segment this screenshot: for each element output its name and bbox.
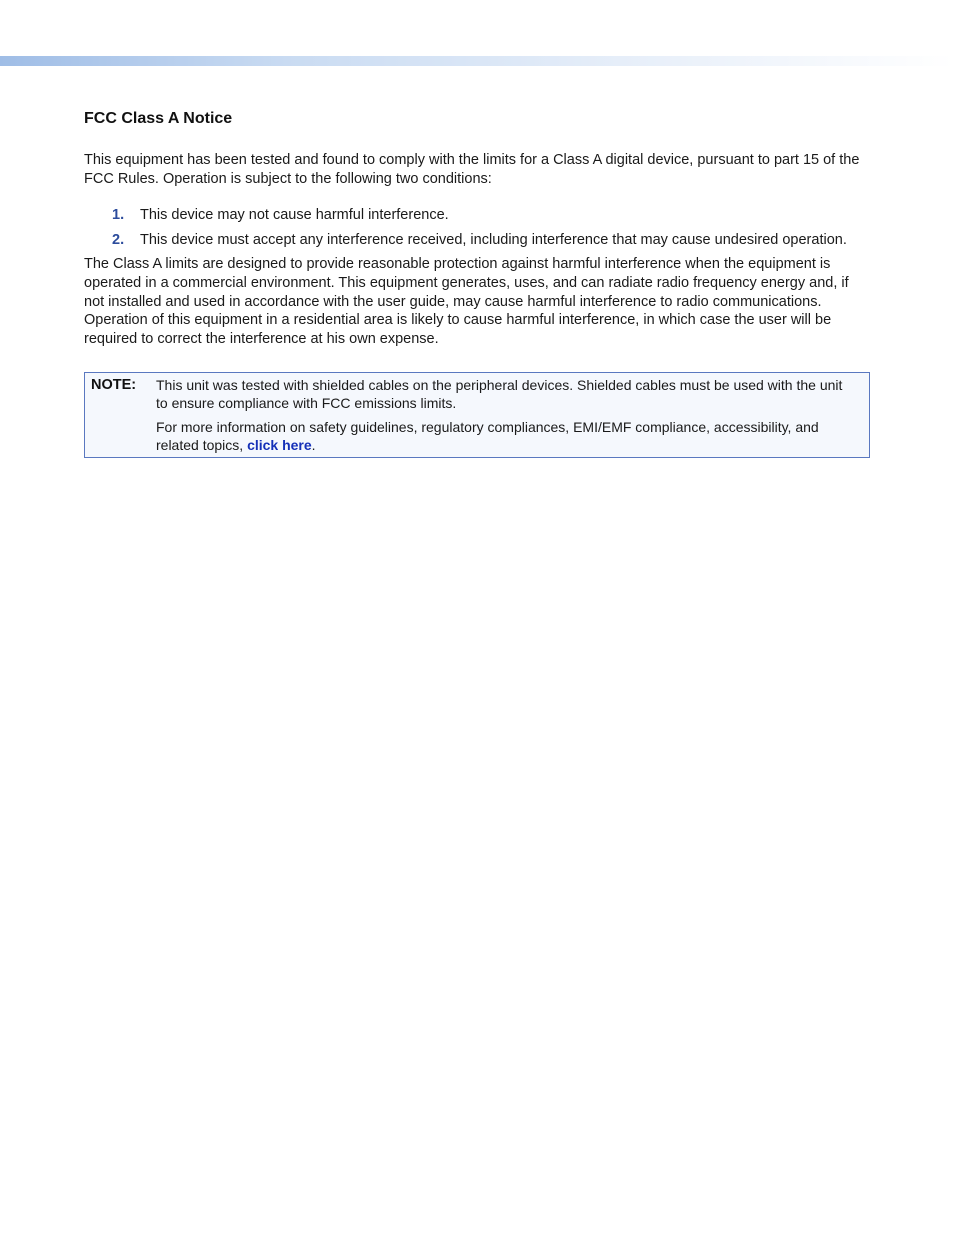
note-box (84, 372, 870, 458)
list-item-text: This device may not cause harmful interference. (140, 207, 449, 224)
conditions-list (84, 206, 870, 249)
list-item (84, 231, 870, 250)
page-content (84, 108, 870, 458)
header-gradient-band (0, 56, 954, 66)
limits-paragraph: The Class A limits are designed to provide reasonable protection against harmful interference when the equipment is operated in a commercial environment. This equipment generates, uses, and can radiate radio frequency energy and, if not installed and used in accordance with the user guide, may cause harmful interference to radio communications. Operation of this equipment in a residential area is likely to cause harmful interference, in which case the user will be required to correct the interference at his own expense. (84, 256, 849, 347)
note-paragraph-2-text: For more information on safety guidelines, regulatory compliances, EMI/EMF compliance, accessibility, and related topics, (156, 419, 819, 454)
intro-paragraph: This equipment has been tested and found to comply with the limits for a Class A digital device, pursuant to part 15 of the FCC Rules. Operation is subject to the following two conditions: (84, 152, 860, 187)
list-item (84, 206, 870, 225)
click-here-link[interactable]: click here (247, 437, 312, 454)
list-item-number: 1. (112, 207, 125, 224)
list-item-text: This device must accept any interference received, including interference that may cause undesired operation. (140, 231, 847, 248)
section-heading: FCC Class A Notice (84, 110, 233, 127)
note-body (156, 376, 857, 454)
note-paragraph-2-period: . (311, 437, 316, 454)
note-label: NOTE: (91, 377, 137, 394)
note-paragraph-1: This unit was tested with shielded cables on the peripheral devices. Shielded cables must be used with the unit to ensure compliance with FCC emissions limits. (156, 377, 843, 412)
list-item-number: 2. (112, 231, 125, 248)
note-paragraph-2 (156, 418, 857, 454)
